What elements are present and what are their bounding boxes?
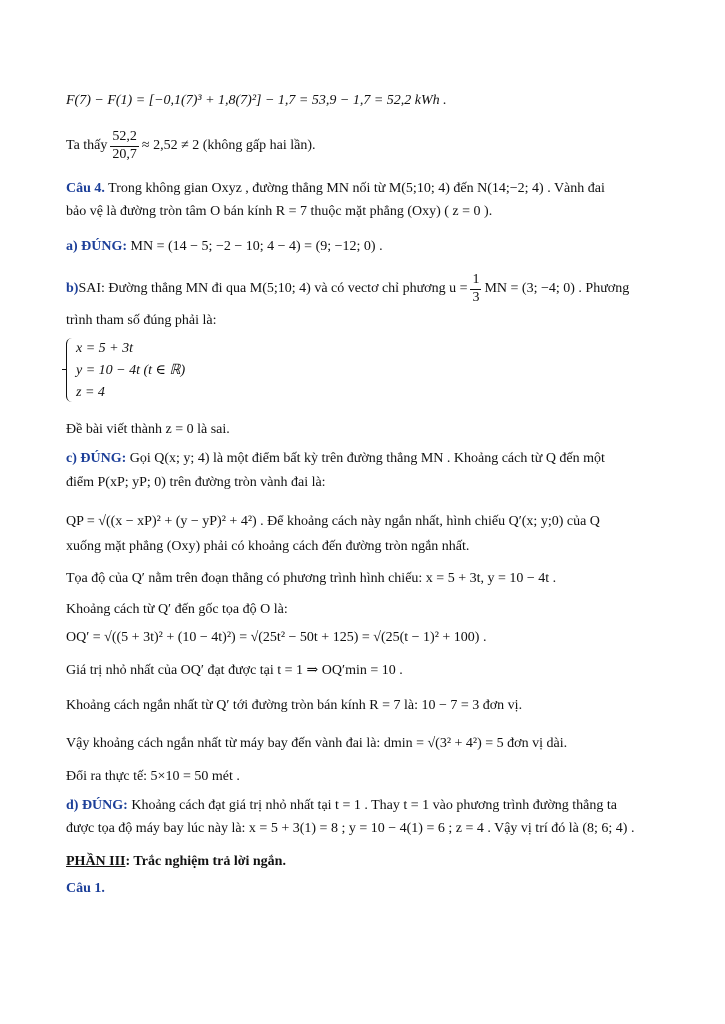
answer-c-line-5: Tọa độ của Q′ nằm trên đoạn thẳng có phương trình hình chiếu: x = 5 + 3t, y = 10 − 4t . [66,571,557,586]
answer-c-line-1: c) ĐÚNG: Gọi Q(x; y; 4) là một điểm bất kỳ trên đường thẳng MN . Khoảng cách từ Q đến một [66,451,605,466]
answer-c-line-2: điểm P(xP; yP; 0) trên đường tròn vành đai là: [66,475,326,490]
ratio-fraction: $\frac{52,2}{20,7}$ [112,129,137,162]
answer-c-line-7: OQ′ = √((5 + 3t)² + (10 − 4t)²) = √(25t² − 50t + 125) = √(25(t − 1)² + 100) . [66,630,487,645]
answer-b-conclusion: Đề bài viết thành z = 0 là sai. [66,422,230,437]
answer-d-line-1: d) ĐÚNG: Khoảng cách đạt giá trị nhỏ nhất tại t = 1 . Thay t = 1 vào phương trình đường thẳng ta [66,798,617,813]
answer-c-line-8: Giá trị nhỏ nhất của OQ′ đạt được tại t = 1 ⇒ OQ′min = 10 . [66,663,403,678]
energy-equation: F(7) − F(1) = [−0,1(7)³ + 1,8(7)²] − 1,7 = 53,9 − 1,7 = 52,2 kWh . [66,93,447,108]
answer-c-line-11: Đổi ra thực tế: 5×10 = 50 mét . [66,769,240,784]
question-4-line-1: Câu 4. Trong không gian Oxyz , đường thẳng MN nối từ M(5;10; 4) đến N(14;−2; 4) . Vành đai [66,181,605,196]
answer-c-line-9: Khoảng cách ngắn nhất từ Q′ tới đường tròn bán kính R = 7 là: 10 − 7 = 3 đơn vị. [66,698,523,713]
section-heading: PHẦN III: Trắc nghiệm trả lời ngắn. [66,854,286,869]
ratio-line: Ta thấy $\frac{52,2}{20,7}$ ≈ 2,52 ≠ 2 (không gấp hai lần). [66,129,316,162]
answer-c-line-6: Khoảng cách từ Q′ đến gốc tọa độ O là: [66,602,288,617]
answer-c-line-4: xuống mặt phẳng (Oxy) phải có khoảng cách đến đường tròn ngắn nhất. [66,539,470,554]
parametric-system: x = 5 + 3t y = 10 − 4t (t ∈ ℝ) z = 4 [66,338,185,404]
answer-b-line-1: b) SAI: Đường thẳng MN đi qua M(5;10; 4) và có vectơ chỉ phương u = $\frac{1}{3}$ MN = (3; −4; 0) . Phương [66,272,630,305]
question-1-label: Câu 1. [66,881,105,896]
one-third-fraction: $\frac{1}{3}$ [472,272,480,305]
question-4-line-2: bảo vệ là đường tròn tâm O bán kính R = 7 thuộc mặt phẳng (Oxy) ( z = 0 ). [66,204,493,219]
answer-a: a) ĐÚNG: MN = (14 − 5; −2 − 10; 4 − 4) = (9; −12; 0) . [66,239,383,254]
answer-b-line-2: trình tham số đúng phải là: [66,313,217,328]
answer-c-line-3: QP = √((x − xP)² + (y − yP)² + 4²) . Để khoảng cách này ngắn nhất, hình chiếu Q′(x; y;0) của Q [66,514,600,529]
answer-d-line-2: được tọa độ máy bay lúc này là: x = 5 + 3(1) = 8 ; y = 10 − 4(1) = 6 ; z = 4 . Vậy vị trí đó là (8; 6; 4) . [66,821,635,836]
brace-icon [66,338,74,402]
answer-c-line-10: Vậy khoảng cách ngắn nhất từ máy bay đến vành đai là: dmin = √(3² + 4²) = 5 đơn vị dài. [66,736,568,751]
